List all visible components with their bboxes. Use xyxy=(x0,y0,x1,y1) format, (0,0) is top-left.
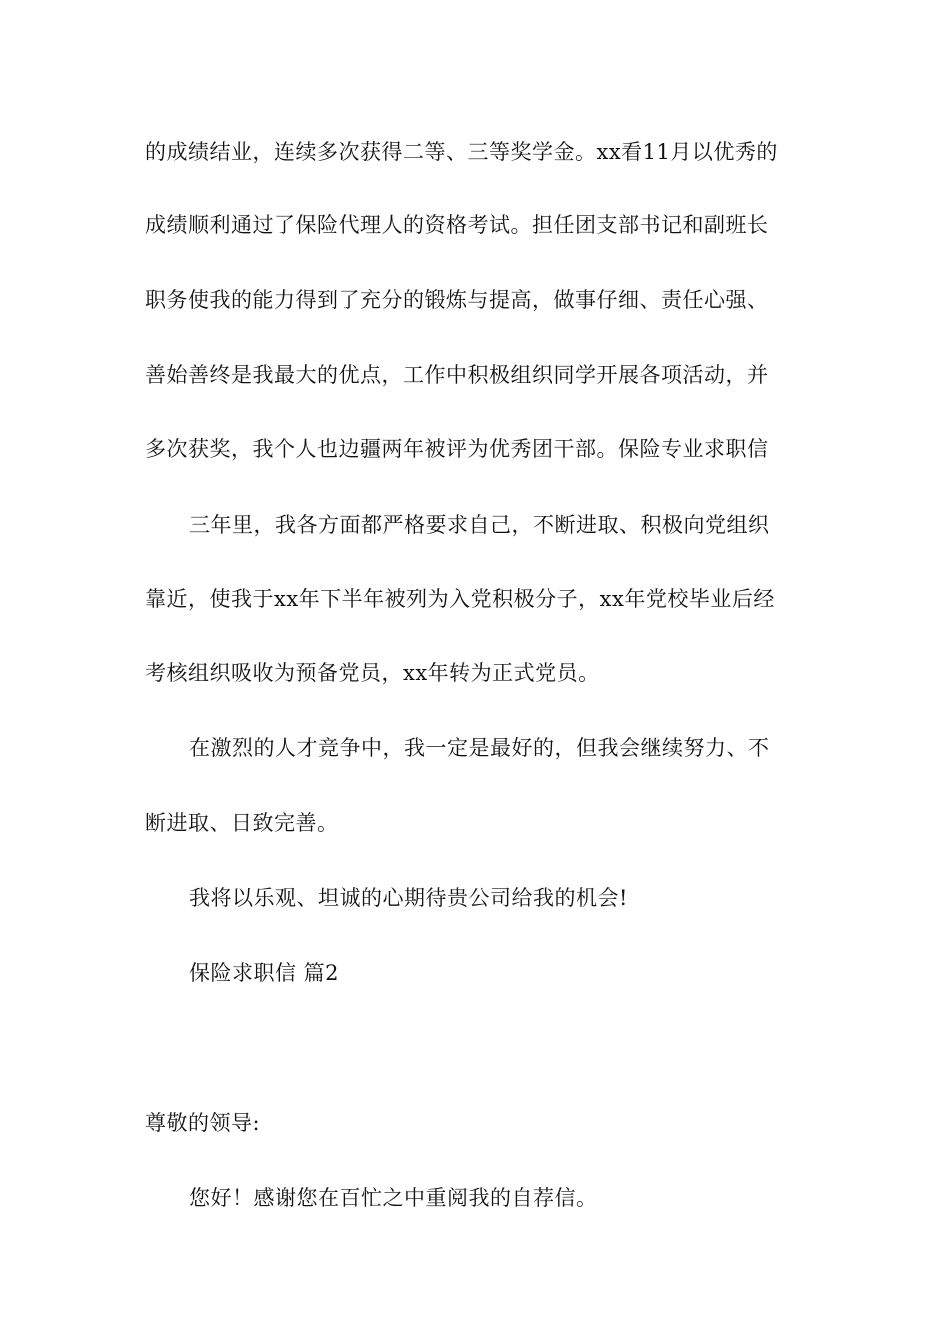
paragraph-line: 多次获奖，我个人也边疆两年被评为优秀团干部。保险专业求职信 xyxy=(145,437,769,461)
paragraph-line: 您好！感谢您在百忙之中重阅我的自荐信。 xyxy=(189,1186,598,1210)
paragraph-line: 考核组织吸收为预备党员，xx年转为正式党员。 xyxy=(145,661,600,685)
paragraph-line: 成绩顺利通过了保险代理人的资格考试。担任团支部书记和副班长 xyxy=(145,213,769,237)
paragraph-line: 断进取、日致完善。 xyxy=(145,811,339,835)
paragraph-line: 三年里，我各方面都严格要求自己，不断进取、积极向党组织 xyxy=(189,513,770,537)
section-heading: 保险求职信 篇2 xyxy=(189,961,340,985)
paragraph-line: 我将以乐观、坦诚的心期待贵公司给我的机会! xyxy=(189,886,628,910)
paragraph-line: 的成绩结业，连续多次获得二等、三等奖学金。xx看11月以优秀的 xyxy=(145,140,778,164)
paragraph-line: 职务使我的能力得到了充分的锻炼与提高，做事仔细、责任心强、 xyxy=(145,288,769,312)
paragraph-line: 靠近，使我于xx年下半年被列为入党积极分子，xx年党校毕业后经 xyxy=(145,587,775,611)
salutation: 尊敬的领导: xyxy=(145,1111,261,1135)
paragraph-line: 在激烈的人才竞争中，我一定是最好的，但我会继续努力、不 xyxy=(189,736,770,760)
paragraph-line: 善始善终是我最大的优点，工作中积极组织同学开展各项活动，并 xyxy=(145,363,769,387)
